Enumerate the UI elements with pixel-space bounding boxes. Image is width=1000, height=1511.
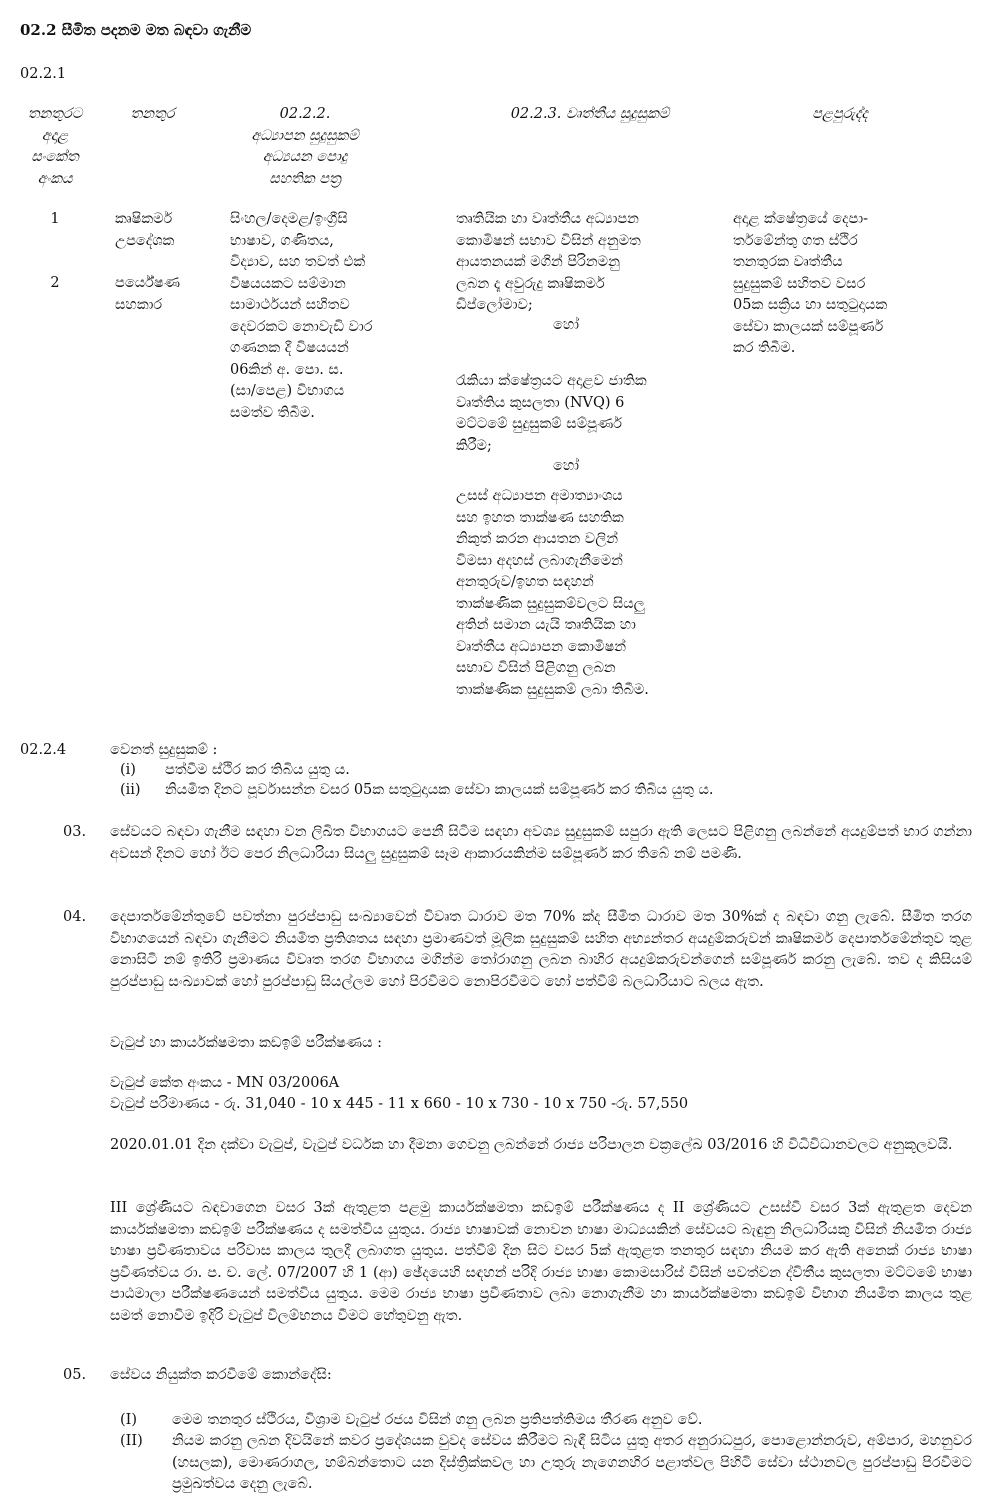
row-post-2: පර්යේෂණ සහකාර xyxy=(115,275,180,313)
section-05-title: සේවය නියුක්ත කරවීමේ කොන්දේසි: xyxy=(110,1367,332,1383)
row-post-1: කෘෂිකර්ම උපදේශක xyxy=(115,211,175,249)
or-separator-1: හෝ xyxy=(552,317,580,333)
salary-title: වැටුප් හා කාර්යක්ෂමතා කඩඉම් පරීක්ෂණය : xyxy=(110,1035,383,1051)
list-item-text: මෙම තනතුර ස්ථිරය, විශ්‍රාම වැටුප් රජය විසින් ගනු ලබන ප්‍රතිපත්තිමය තීරණ අනුව වේ. xyxy=(172,1412,703,1428)
list-item-number: (ii) xyxy=(120,782,141,798)
list-item-number: (I) xyxy=(120,1412,138,1428)
header-code: තනතුරට අදාළ සංකේත අංකය xyxy=(27,106,83,187)
list-item-number: (II) xyxy=(120,1433,143,1449)
list-item-text: නියම කරනු ලබන දිවයිනේ කවර ප්‍රදේශයක වුවද සේවය කිරීමට බැඳී සිටිය යුතු අතර අනුරාධපුර, පොළොන්නරුව, අම්පාර, මහනුවර (හසලක), මොණරාගල, හම්බන්තොට යන දිස්ත්‍රික්කවල හා උතුරු නැගෙනහිර පළාත්වල පිහිටි සේවා ස්ථානවල පුරප්පාඩු පිරවීමට ප්‍රමුඛත්වය දෙනු ලැබේ. xyxy=(172,1433,972,1492)
header-post: තනතුර xyxy=(130,106,175,122)
list-item-text: නියමිත දිනට පූර්වාසන්න වසර 05ක සතුටුදායක සේවා කාලයක් සම්පූර්ණ කර තිබිය යුතු ය. xyxy=(165,782,714,798)
salary-scale: වැටුප් පරිමාණය - රු. 31,040 - 10 x 445 - 11 x 660 - 10 x 730 - 10 x 750 -රු. 57,550 xyxy=(110,1096,689,1112)
section-04-number: 04. xyxy=(63,909,87,925)
header-education: 02.2.2. අධ්‍යාපන සුදුසුකම් අධ්‍යයන පොදු සහතික පත්‍ර xyxy=(251,106,359,187)
professional-qualification-2: රැකියා ක්ෂේත්‍රයට අදාළව ජාතික වෘත්තිය කුසලතා (NVQ) 6 මට්ටමේ සුදුසුකම් සම්පූර්ණ කිරීම; xyxy=(456,373,647,454)
section-title: 02.2 සීමිත පදනම මත බඳවා ගැනීම xyxy=(20,21,252,39)
subsection-number-221: 02.2.1 xyxy=(20,66,67,82)
efficiency-bar-text: III ශ්‍රේණියට බඳවාගෙන වසර 3ක් ඇතුළත පළමු කාර්යක්ෂමතා කඩඉම් පරීක්ෂණය ද II ශ්‍රේණියට උසස්වී වසර 3ක් ඇතුළත දෙවන කාර්යක්ෂමතා කඩඉම් පරීක්ෂණය ද සමත්විය යුතුය. රාජ්‍ය භාෂාවක් නොවන භාෂා මාධ්‍යයකින් සේවයට බැඳුනු නිලධාරියකු විසින් නියමිත රාජ්‍ය භාෂා ප්‍රවීණතාවය පරිවාස කාලය තුලදී ලබාගත යුතුය. පත්වීම් දින සිට වසර 5ක් ඇතුළත තනතුර සඳහා නියම කර ඇති අනෙක් රාජ්‍ය භාෂා ප්‍රවීණත්වය රා. ප. ච. ලේ. 07/2007 හි 1 (ආ) ඡේදයෙහි සඳහන් පරිදි රාජ්‍ය භාෂා කොමසාරිස් විසින් පවත්වන ද්විතීය කුසලතා මට්ටමේ භාෂා පාඨමාලා පරීක්ෂණයෙන් සමත්විය යුතුය. මෙම රාජ්‍ය භාෂා ප්‍රවීණතාව ලබා නොගැනීම හා කාර්යක්ෂමතා කඩඉම් විභාග නියමිත කාලය තුළ සමත් නොවීම ඉදිරි වැටුප් විලම්භනය වීමට හේතුවනු ඇත. xyxy=(110,1200,972,1324)
salary-circular: 2020.01.01 දින දක්වා වැටුප්, වැටුප් වර්ධක හා දීමනා ගෙවනු ලබන්නේ රාජ්‍ය පරිපාලන චක්‍රලේඛ 03/2016 හි විධිවිධානවලට අනුකූලවයි. xyxy=(110,1137,953,1153)
education-qualification: සිංහල/දෙමළ/ඉංග්‍රීසි භාෂාව, ගණිතය, විද්‍යාව, සහ තවත් එක් විෂයයකට සම්මාන සාමාර්ථයන් සහිතව දෙවරකට නොවැඩි වාර ගණනක දී විෂයයන් 06කින් අ. පො. ස. (සා/පෙළ) විභාගය සමත්ව තිබීම. xyxy=(230,211,373,421)
professional-qualification-1: තෘතියික හා වෘත්තීය අධ්‍යාපන කොමිෂන් සභාව විසින් අනුමත ආයතනයක් මගින් පිරිනමනු ලබන දෑ අවුරුදු කෘෂිකර්ම ඩිප්ලෝමාව; xyxy=(456,211,641,313)
header-experience: පළපුරුද්ද xyxy=(812,106,868,122)
section-05-number: 05. xyxy=(63,1367,87,1383)
row-code-2: 2 xyxy=(50,275,60,291)
header-professional: 02.2.3. වෘත්තීය සුදුසුකම් xyxy=(510,106,670,122)
row-code-1: 1 xyxy=(50,211,60,227)
list-item-text: පත්වීම ස්ථිර කර තිබිය යුතු ය. xyxy=(165,762,350,778)
salary-code: වැටුප් කේත අංකය - MN 03/2006A xyxy=(110,1075,340,1091)
section-03-text: සේවයට බඳවා ගැනීම සඳහා වන ලිඛිත විභාගයට පෙනී සිටීම සඳහා අවශ්‍ය සුදුසුකම් සපුරා ඇති ලෙසට පිළිගනු ලබන්නේ අයදුම්පත් භාර ගන්නා අවසන් දිනට හෝ ඊට පෙර නිලධාරියා සියලු සුදුසුකම් සෑම ආකාරයකින්ම සම්පූර්ණ කර තිබේ නම් පමණි. xyxy=(110,824,972,862)
section-03-number: 03. xyxy=(63,824,87,840)
section-224-number: 02.2.4 xyxy=(20,742,67,758)
section-224-title: වෙනත් සුදුසුකම් : xyxy=(110,742,218,758)
section-04-text: දෙපාර්තමේන්තුවේ පවත්නා පුරප්පාඩු සංඛ්‍යාවෙන් විවෘත ධාරාව මත 70% ක්ද සීමිත ධාරාව මත 30%ක් ද බඳවා ගනු ලැබේ. සීමිත තරග විභාගයෙන් බඳවා ගැනීමට නියමිත ප්‍රතිශතය සඳහා ප්‍රමාණවත් මූලික සුදුසුකම් සහිත අභ්‍යන්තර අයදුම්කරුවන් කෘෂිකර්ම දෙපාර්තමේන්තුව තුළ නොසිටී නම් ඉතිරි ප්‍රමාණය විවෘත තරග විභාගය මගින්ම තෝරාගනු ලබන බාහිර අයදුම්කරුවන්ගෙන් සම්පූර්ණ කරනු ලැබේ. තව ද කිසියම් පුරප්පාඩු සංඛ්‍යාවක් හෝ පුරප්පාඩු සියල්ලම හෝ පිරවීමට නොපිරවීමට හෝ පත්වීම් බලධාරියාට බලය ඇත. xyxy=(110,909,972,990)
list-item-number: (i) xyxy=(120,762,136,778)
experience-requirement: අදාළ ක්ෂේත්‍රයේ දෙපා- ර්තමේන්තු ගත ස්ථිර තනතුරක වෘත්තීය සුදුසුකම් සහිතව වසර 05ක සක්‍රිය හා සතුටුදායක සේවා කාලයක් සම්පූර්ණ කර තිබීම. xyxy=(733,211,888,356)
or-separator-2: හෝ xyxy=(552,458,580,474)
professional-qualification-3: උසස් අධ්‍යාපන අමාත්‍යාංශය සහ ඉහත තාක්ෂණ සහතික නිකුත් කරන ආයතන වලින් විමසා අදහස් ලබාගැනීමෙන් අනතුරුව/ඉහත සඳහන් තාක්ෂණික සුදුසුකම්වලට සියලු අතින් සමාන යැයි තෘතියික හා වෘත්තීය අධ්‍යාපන කොමිෂන් සභාව විසින් පිළිගනු ලබන තාක්ෂණික සුදුසුකම් ලබා තිබීම. xyxy=(456,488,649,698)
